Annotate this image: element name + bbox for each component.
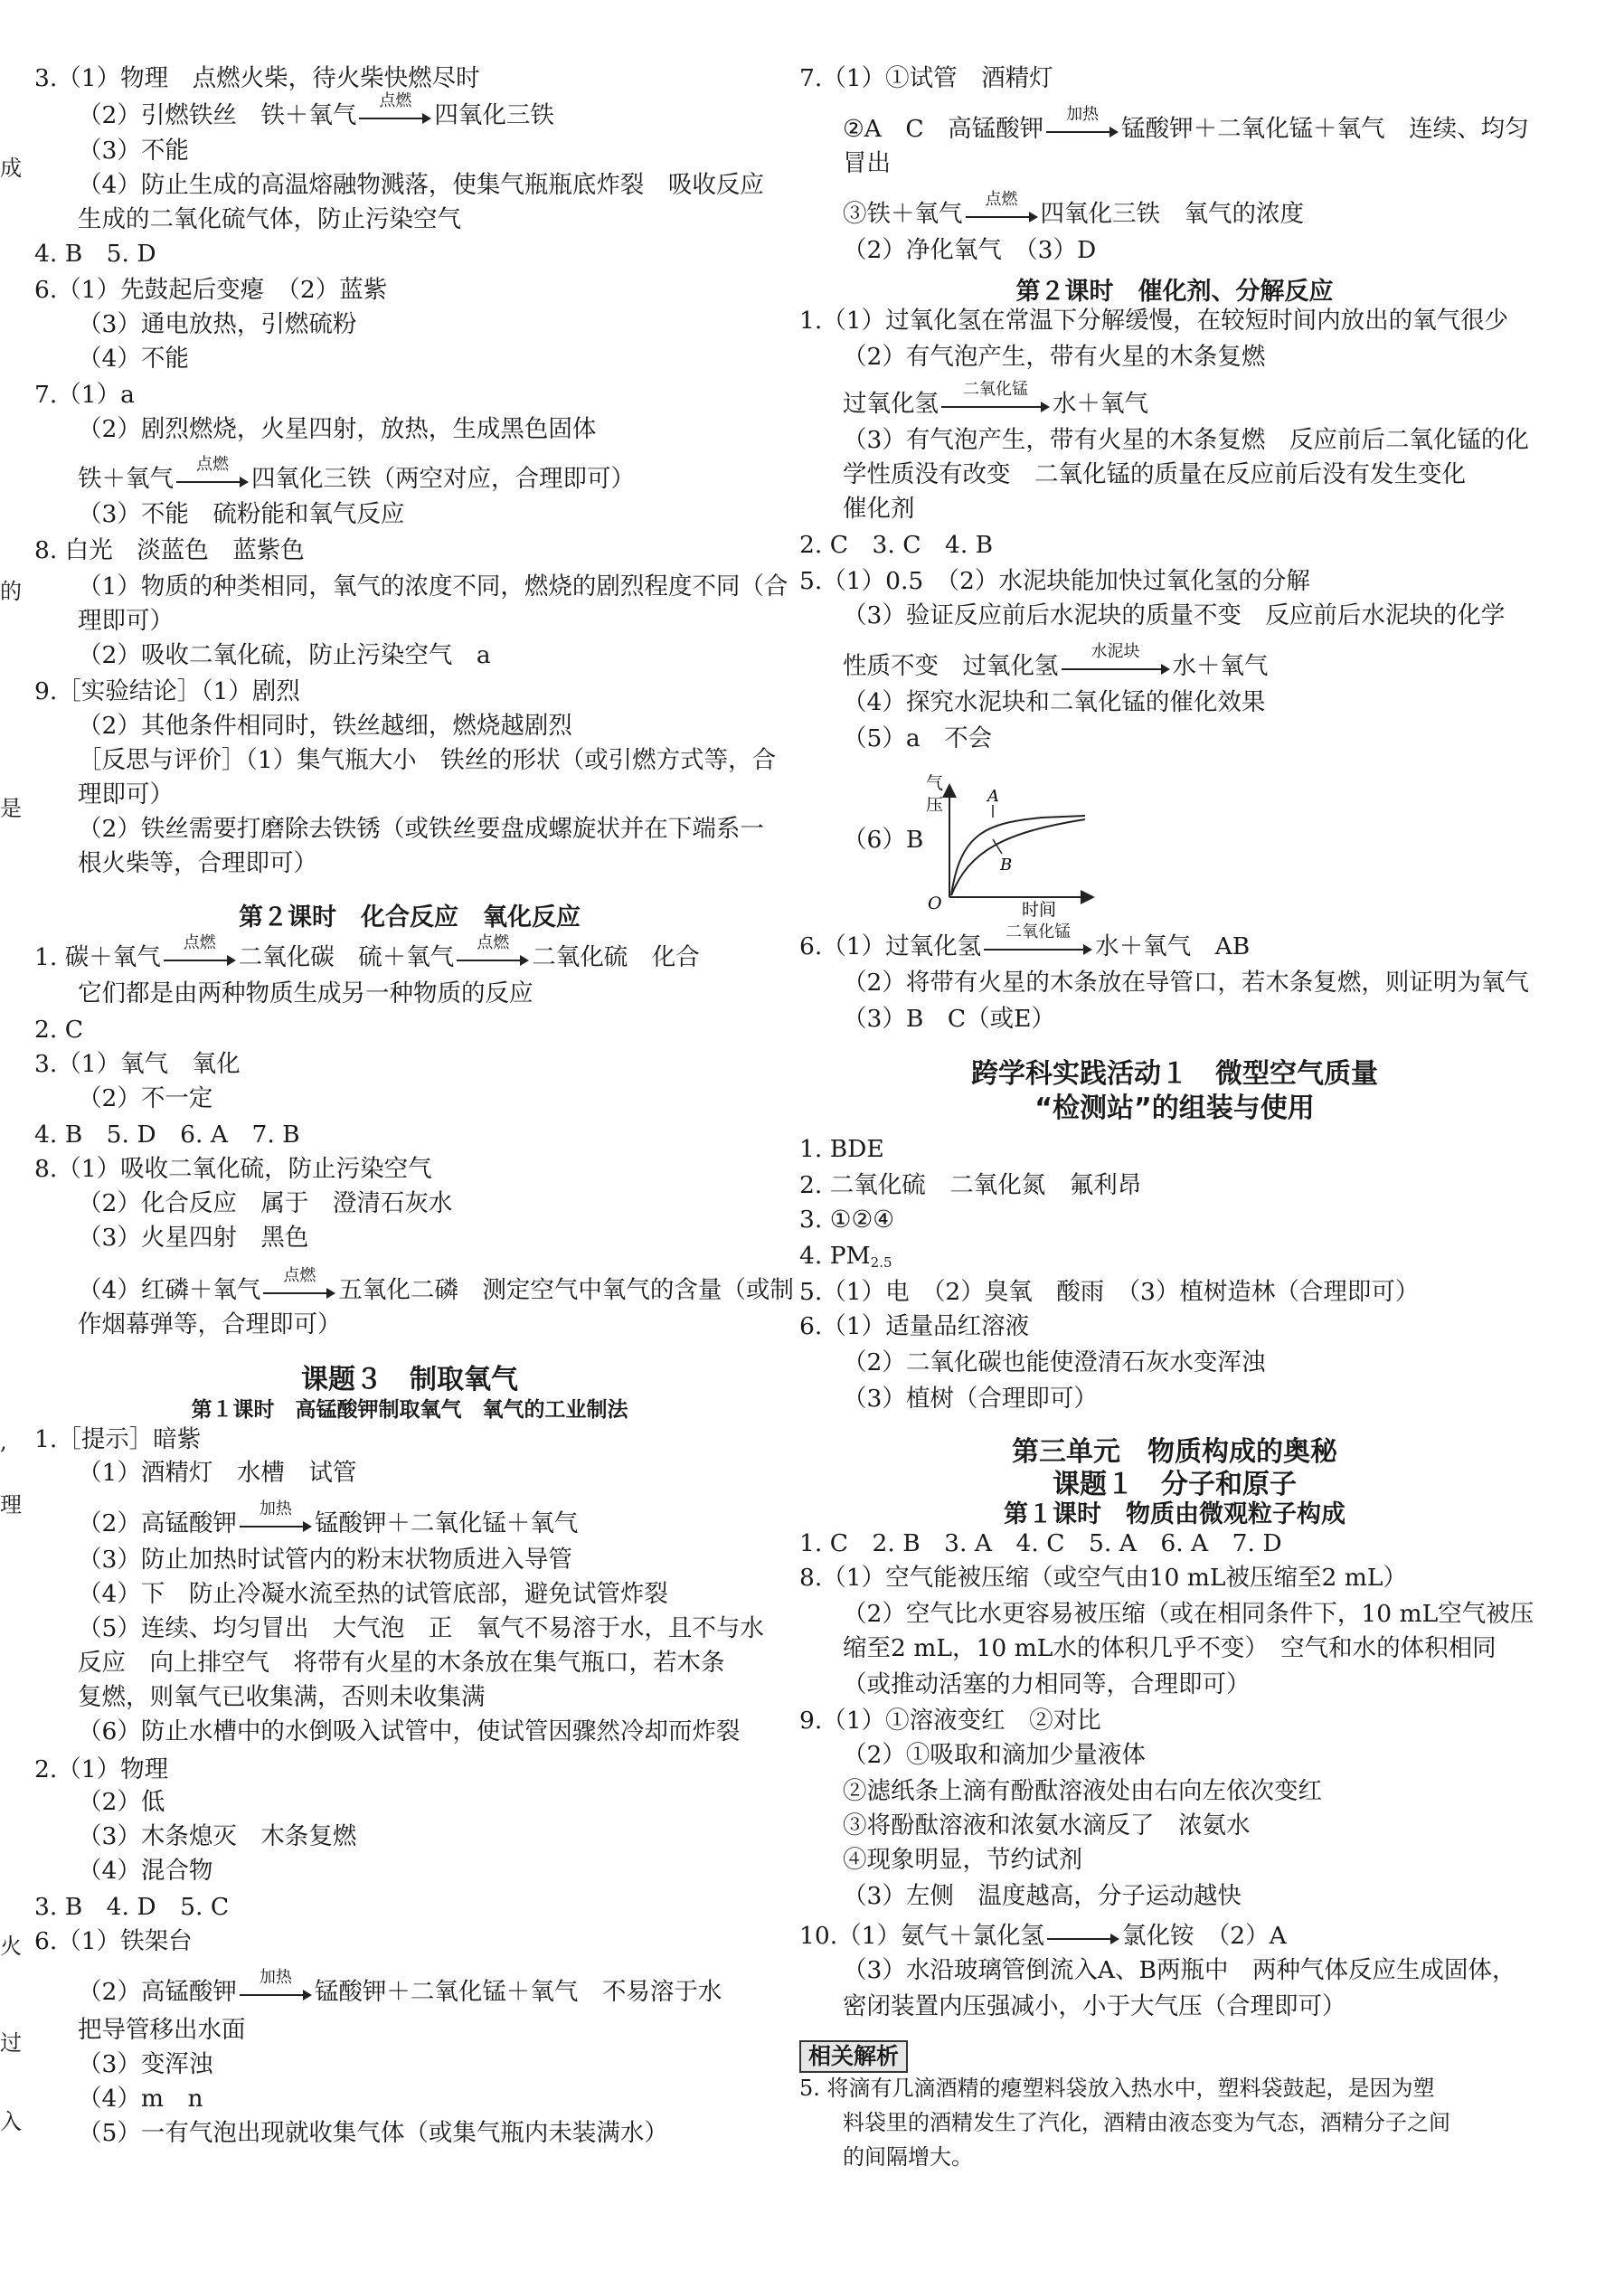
answer-line: （2）不一定: [78, 1084, 213, 1112]
edge-fragment: ,: [0, 1429, 7, 1454]
answer-line: （4）探究水泥块和二氧化锰的催化效果: [843, 688, 1266, 716]
equation-line: ②A C 高锰酸钾 加热 锰酸钾＋二氧化锰＋氧气 连续、均匀: [843, 105, 1529, 143]
answer-line: 的间隔增大。: [843, 2144, 973, 2170]
answer-line: 作烟幕弹等，合理即可）: [78, 1310, 342, 1338]
section-heading: 第１课时 高锰酸钾制取氧气 氧气的工业制法: [191, 1398, 628, 1422]
reaction-arrow: [240, 1499, 312, 1534]
answer-line: 料袋里的酒精发生了汽化，酒精由液态变为气态，酒精分子之间: [843, 2110, 1450, 2135]
equation-line: （2）引燃铁丝 铁＋氧气 点燃 四氧化三铁: [78, 91, 554, 129]
answer-line: （2）①吸取和滴加少量液体: [843, 1741, 1146, 1769]
answer-line: （3）左侧 温度越高，分子运动越快: [843, 1882, 1242, 1910]
answer-line: （2）空气比水更容易被压缩（或在相同条件下，10 mL空气被压: [843, 1600, 1534, 1628]
answer-line: 4. $PM_{2.5}$: [799, 1242, 892, 1271]
answer-line: 7.（1）①试管 酒精灯: [799, 64, 1053, 92]
edge-fragment: 火: [0, 1934, 22, 1959]
answer-line: 5. 将滴有几滴酒精的瘪塑料袋放入热水中，塑料袋鼓起，是因为塑: [799, 2076, 1435, 2101]
answer-line: 4. B 5. D 6. A 7. B: [34, 1121, 300, 1149]
answer-line: 把导管移出水面: [78, 2016, 246, 2044]
answer-line: （3）不能: [78, 137, 189, 165]
answer-line: 2. C: [34, 1016, 83, 1044]
reaction-condition: 点燃: [985, 190, 1018, 209]
reaction-condition: 点燃: [477, 933, 510, 952]
answer-line: （5）连续、均匀冒出 大气泡 正 氧气不易溶于水，且不与水: [78, 1614, 764, 1642]
answer-line: （4）不能: [78, 345, 189, 373]
section-heading: 第２课时 催化剂、分解反应: [1015, 278, 1334, 306]
answer-line: 2.（1）物理: [34, 1755, 169, 1783]
curve-a: [951, 816, 1085, 895]
answer-line: （3）变浑浊: [78, 2050, 213, 2078]
reaction-arrow: [263, 1266, 335, 1301]
reaction-condition: 加热: [259, 1499, 292, 1518]
reaction-condition: 水泥块: [1091, 642, 1140, 661]
answer-line: 3. ①②④: [799, 1206, 894, 1234]
section-heading: 第２课时 化合反应 氧化反应: [239, 903, 581, 932]
reaction-condition: 点燃: [196, 455, 229, 474]
answer-line: 3.（1）物理 点燃火柴，待火柴快燃尽时: [34, 64, 480, 92]
answer-line: 8.（1）吸收二氧化硫，防止污染空气: [34, 1155, 432, 1183]
reaction-arrow: [1062, 642, 1170, 676]
reaction-arrow: [457, 933, 529, 968]
answer-line: （1）酒精灯 水槽 试管: [78, 1459, 357, 1487]
answer-line: （2）有气泡产生，带有火星的木条复燃: [843, 343, 1266, 371]
answer-line: 3.（1）氧气 氧化: [34, 1050, 241, 1078]
equation-line: ③铁＋氧气 点燃 四氧化三铁 氧气的浓度: [843, 190, 1304, 228]
equation-line: 过氧化氢 二氧化锰 水＋氧气: [843, 380, 1148, 418]
answer-line: 缩至2 mL，10 mL水的体积几乎不变） 空气和水的体积相同: [843, 1634, 1497, 1662]
answer-line: （3）火星四射 黑色: [78, 1224, 309, 1252]
reaction-arrow: [359, 91, 431, 126]
answer-line: 1.（1）过氧化氢在常温下分解缓慢，在较短时间内放出的氧气很少: [799, 307, 1509, 335]
answer-line: ［反思与评价］（1）集气瓶大小 铁丝的形状（或引燃方式等，合: [78, 746, 777, 774]
answer-line: （2）剧烈燃烧，火星四射，放热，生成黑色固体: [78, 415, 597, 443]
answer-line: 催化剂: [843, 495, 915, 523]
answer-line: 理即可）: [78, 780, 174, 809]
answer-line: 学性质没有改变 二氧化锰的质量在反应前后没有发生变化: [843, 460, 1466, 488]
equation-line: （2）高锰酸钾 加热 锰酸钾＋二氧化锰＋氧气: [78, 1499, 579, 1537]
reaction-arrow: [941, 380, 1050, 414]
y-axis-label-1: 气: [926, 773, 944, 793]
answer-line: （2）二氧化碳也能使澄清石灰水变浑浊: [843, 1348, 1266, 1376]
answer-line: （3）植树（合理即可）: [843, 1385, 1098, 1413]
answer-line: 密闭装置内压强减小，小于大气压（合理即可）: [843, 1992, 1346, 2020]
answer-line: （6）防止水槽中的水倒吸入试管中，使试管因骤然冷却而炸裂: [78, 1717, 741, 1745]
answer-line: （4）防止生成的高温熔融物溅落，使集气瓶瓶底炸裂 吸收反应: [78, 171, 764, 199]
left-edge-fragments: [0, 0, 20, 2270]
reaction-arrow: [240, 1968, 312, 2002]
section-heading: 第１课时 物质由微观粒子构成: [1004, 1500, 1345, 1528]
answer-line: 5.（1）电 （2）臭氧 酸雨 （3）植树造林（合理即可）: [799, 1278, 1420, 1306]
answer-line: 根火柴等，合理即可）: [78, 849, 317, 877]
answer-line: （3）不能 硫粉能和氧气反应: [78, 500, 405, 528]
edge-fragment: 的: [0, 579, 22, 604]
answer-line: 3. B 4. D 5. C: [34, 1893, 230, 1921]
reaction-condition: 点燃: [183, 933, 216, 952]
answer-line: （4）下 防止冷凝水流至热的试管底部，避免试管炸裂: [78, 1580, 668, 1608]
reaction-condition: 二氧化锰: [963, 380, 1028, 399]
answer-line: （或推动活塞的力相同等，合理即可）: [843, 1670, 1251, 1698]
edge-fragment: 理: [0, 1492, 22, 1518]
edge-fragment: 过: [0, 2030, 22, 2056]
answer-line: 9.［实验结论］（1）剧烈: [34, 677, 300, 705]
analysis-badge: 相关解析: [799, 2040, 908, 2073]
answer-line: （2）净化氧气 （3）D: [843, 236, 1097, 264]
answer-line: 冒出: [843, 149, 891, 177]
answer-line: 它们都是由两种物质生成另一种物质的反应: [78, 979, 533, 1007]
section-heading: 课题１ 分子和原子: [1053, 1469, 1297, 1500]
answer-line: 5.（1）0.5 （2）水泥块能加快过氧化氢的分解: [799, 567, 1310, 595]
equation-line: 10.（1）氨气＋氯化氢 氯化铵 （2）A: [799, 1922, 1287, 1950]
answer-line: （2）低: [78, 1788, 165, 1816]
section-heading: “检测站”的组装与使用: [1034, 1092, 1315, 1124]
answer-line: 2. C 3. C 4. B: [799, 531, 994, 559]
answer-line: 6.（1）适量品红溶液: [799, 1312, 1030, 1340]
answer-line: ②滤纸条上滴有酚酞溶液处由右向左依次变红: [843, 1777, 1322, 1805]
answer-line: 复燃，则氧气已收集满，否则未收集满: [78, 1683, 486, 1711]
edge-fragment: 成: [0, 156, 22, 181]
answer-line: （3）木条熄灭 木条复燃: [78, 1822, 357, 1850]
reaction-condition: 二氧化锰: [1006, 922, 1072, 941]
equation-line: 6.（1）过氧化氢 二氧化锰 水＋氧气 AB: [799, 922, 1251, 960]
answer-line: 反应 向上排空气 将带有火星的木条放在集气瓶口，若木条: [78, 1649, 725, 1677]
answer-line: ③将酚酞溶液和浓氨水滴反了 浓氨水: [843, 1811, 1251, 1840]
equation-line: （4）红磷＋氧气 点燃 五氧化二磷 测定空气中氧气的含量（或制: [78, 1266, 794, 1304]
curve-b: [951, 819, 1085, 895]
answer-line: （3）有气泡产生，带有火星的木条复燃 反应前后二氧化锰的化: [843, 426, 1529, 454]
answer-line: （3）验证反应前后水泥块的质量不变 反应前后水泥块的化学: [843, 601, 1506, 629]
answer-line: （2）吸收二氧化硫，防止污染空气 a: [78, 641, 491, 669]
reaction-condition: 点燃: [283, 1266, 316, 1285]
answer-line: （5）一有气泡出现就收集气体（或集气瓶内未装满水）: [78, 2119, 668, 2147]
answer-line: 9.（1）①溶液变红 ②对比: [799, 1707, 1101, 1735]
answer-line: （3）防止加热时试管内的粉末状物质进入导管: [78, 1546, 572, 1574]
answer-line: （2）将带有火星的木条放在导管口，若木条复燃，则证明为氧气: [843, 969, 1529, 997]
equation-line: 性质不变 过氧化氢 水泥块 水＋氧气: [843, 642, 1269, 680]
curve-a-label: A: [987, 787, 999, 806]
answer-line: 2. 二氧化硫 二氧化氮 氟利昂: [799, 1171, 1142, 1199]
answer-line: （2）化合反应 属于 澄清石灰水: [78, 1189, 453, 1217]
answer-line: 1.［提示］暗紫: [34, 1425, 202, 1453]
answer-line: 生成的二氧化硫气体，防止污染空气: [78, 205, 461, 233]
y-axis-label-2: 压: [926, 795, 944, 815]
reaction-arrow: [164, 933, 236, 968]
answer-line: 7.（1）a: [34, 381, 135, 409]
answer-line: （4）m n: [78, 2085, 203, 2113]
answer-line: 理即可）: [78, 607, 174, 635]
origin-label: O: [928, 894, 942, 913]
answer-line: （5）a 不会: [843, 724, 993, 752]
reaction-condition: 加热: [259, 1968, 292, 1987]
equation-line: 铁＋氧气 点燃 四氧化三铁（两空对应，合理即可）: [78, 455, 635, 493]
answer-line: （1）物质的种类相同，氧气的浓度不同，燃烧的剧烈程度不同（合: [78, 572, 788, 601]
pressure-time-graph: [906, 760, 1105, 918]
answer-line: 6.（1）先鼓起后变瘪 （2）蓝紫: [34, 276, 388, 304]
reaction-arrow: [176, 455, 249, 489]
reaction-arrow: [966, 190, 1038, 224]
answer-line: （3）B C（或E）: [843, 1005, 1055, 1033]
edge-fragment: 入: [0, 2109, 22, 2134]
answer-line: 8.（1）空气能被压缩（或空气由10 mL被压缩至2 mL）: [799, 1564, 1408, 1592]
reaction-arrow: [1046, 105, 1119, 139]
answer-line: （6）B: [843, 826, 924, 854]
answer-line: （3）通电放热，引燃硫粉: [78, 310, 357, 338]
edge-fragment: 是: [0, 796, 22, 821]
answer-line: 8. 白光 淡蓝色 蓝紫色: [34, 536, 305, 564]
section-heading: 课题３ 制取氧气: [301, 1364, 518, 1395]
answer-line: 6.（1）铁架台: [34, 1927, 193, 1955]
equation-line: （2）高锰酸钾 加热 锰酸钾＋二氧化锰＋氧气 不易溶于水: [78, 1968, 722, 2006]
equation-line: 1. 碳＋氧气 点燃 二氧化碳 硫＋氧气 点燃 二氧化硫 化合: [34, 933, 700, 971]
section-heading: 跨学科实践活动１ 微型空气质量: [971, 1058, 1378, 1090]
reaction-condition: 点燃: [379, 91, 412, 110]
answer-line: （2）铁丝需要打磨除去铁锈（或铁丝要盘成螺旋状并在下端系一: [78, 815, 764, 843]
answer-line: （4）混合物: [78, 1857, 213, 1885]
answer-line: 4. B 5. D: [34, 240, 156, 268]
answer-line: （3）水沿玻璃管倒流入A、B两瓶中 两种气体反应生成固体，: [843, 1956, 1516, 1984]
reaction-arrow: [1047, 1928, 1119, 1946]
x-axis-label: 时间: [1022, 900, 1057, 918]
answer-line: ④现象明显，节约试剂: [843, 1846, 1082, 1874]
curve-b-label: B: [1000, 856, 1013, 875]
answer-line: 1. C 2. B 3. A 4. C 5. A 6. A 7. D: [799, 1529, 1282, 1557]
reaction-condition: 加热: [1066, 105, 1100, 124]
reaction-arrow: [984, 922, 1092, 957]
answer-line: 1. BDE: [799, 1135, 884, 1163]
answer-line: （2）其他条件相同时，铁丝越细，燃烧越剧烈: [78, 712, 572, 740]
section-heading: 第三单元 物质构成的奥秘: [1012, 1436, 1337, 1468]
